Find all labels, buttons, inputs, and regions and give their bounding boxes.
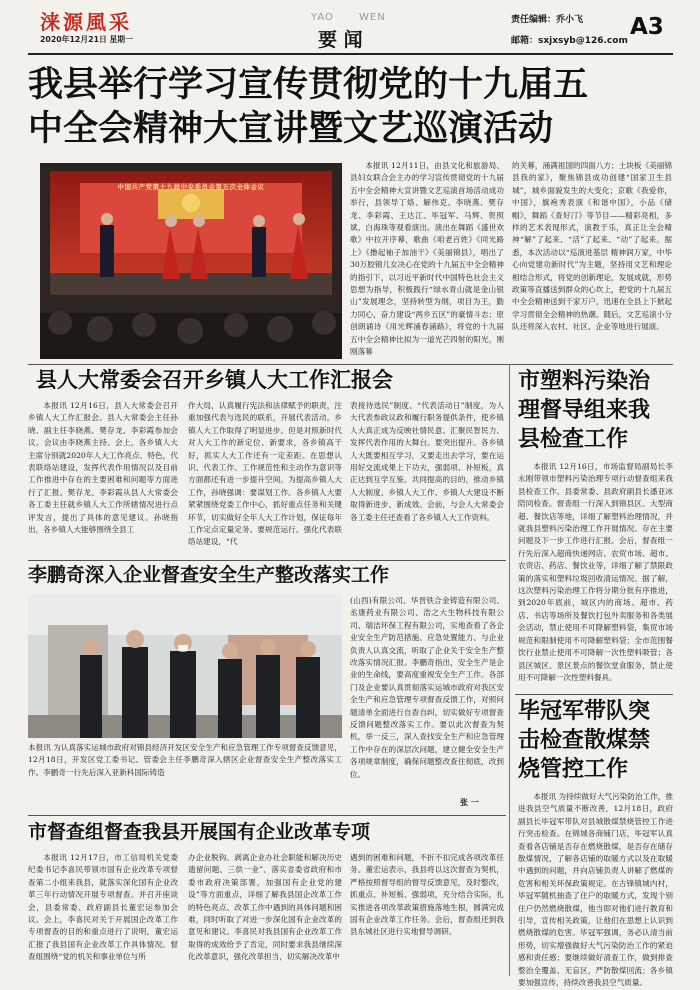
section-pinyin-left: YAO [311,12,334,23]
masthead-rule [28,53,673,55]
safety-photo [28,595,342,738]
safety-body-text: (山西)有限公司、华晋铁合金铸造有限公司、丞康药业有限公司、浩之大生物科技有限公司、瑞洁环保工程有限公司，实地查看了各企业安全生产防范措施、应急处置能力、与企业负责人认真交流，听取了企业关于安全生产整改落实情况汇报。李鹏奇指出，安全生产是企业的生命线，要高度重视安全生产工作。各部门及企业要认真贯彻落实运城市政府对我区安全生产和应急管理专项督查反馈工作，对照问题清单全面进行自查自纠，切实做好专项督查反馈问题整改落实工作。要以此次督查为契机，举一反三，深入查找安全生产和应急管理工作中存在的深层次问题，建立健全安全生产各项规章制度，确保问题整改查住彻底，改到位。 [350,596,504,779]
coal-body-text: 本报讯 为持续做好大气污染防治工作，推进我县空气质量不断改善，12月18日，政府副县长毕冠军带队对县城散煤禁烧管控工作进行突击检查。在锦城各商铺门店，毕冠军认真查看各店铺是否存在燃烧散煤，是否存在储存散煤情况，了解各店铺的取暖方式以及在取暖中遇到的问题，并向店铺负责人讲解了燃煤的危害和相关环保政策规定。在古锋镇城内村，毕冠军随机抽查了住户的取暖方式，发现个别住户仍然燃烧散煤，他当即对他们进行教育和引导，宣传相关政策，让他们在思想上认识到燃烧散煤的危害。毕冠军强调，务必认清当前形势，切实增强做好大气污染防治工作的紧迫感和责任感；要继续做好清查工作，做到排查整治全覆盖、无盲区，严防散煤回流；各乡镇要加强宣传，持续改善我县空气质量。 [518,792,673,988]
plastic-headline-line2: 理督导组来我 [518,398,651,423]
paper-name: 涞源風采 [40,10,132,34]
reform-text-c: 遇到的困难和问题，不折不扣完成各项改革任务。董宏运表示，我县将以这次督查为契机，严格按照督导组的督导反馈意见，及时整改，抓重点、补短板、强弱项，充分结合实际，扎实推进各项改革政策措施落地生根，圆满完成国有企业改革工作任务。会后，督查组还到我县东城社区进行实地督导调研。 [350,853,504,937]
plastic-headline [518,367,650,454]
safety-headline: 李鹏奇深入企业督查安全生产整改落实工作 [28,564,390,586]
editor-label: 责任编辑：乔小飞 [511,15,584,25]
plastic-headline-line3: 县检查工作 [518,427,629,452]
congress-headline: 县人大常委会召开乡镇人大工作汇报会 [36,368,393,392]
right-column-rule [509,364,510,976]
safety-body [350,595,504,793]
lead-story-col-a [350,160,504,361]
divider-plastic [515,694,673,695]
section-title: 要 闻 [318,29,363,51]
lead-story-text-b: 的关幕，涌满祖国的四面八方；土块板《美丽锦县我的家》，聚焦锦县成功创建“国家卫生县城”，城乡面貌发生的大变化；京歌《我爱你，中国》，旗袍秀表演《和谐中国》，小品《储帽》，舞蹈《查好汀》等节目——精彩亮相，多样的艺术表现形式，演教于乐，真正让全会精神“解”了起来、“活”了起来、“动”了起来。据悉，本次活动以“巡演进基层 精神润万家，中华心向党建功新时代”为主题，坚持用文艺和理论相结合形式，将党的创新理论，发展成就，形势政策等直播送到群众的心坎上，把党的十九届五中全会精神送到千家万户，迅速在全县上下掀起学习贯彻全会精神的热潮。随后，文艺巡演小分队还将深入农村、社区、企业等地进行展演。 [512,161,672,332]
coal-headline [518,697,650,784]
date-line: 2020年12月21日 星期一 [40,35,133,44]
congress-col-c [350,400,504,557]
plastic-body-text: 本报讯 12月16日，市场监督局副局长李永刚带领市塑料污染治理专项行动督查组来我县检查工作。县委常委、县政府副县长潘亚冰陪同检查。督查组一行深入到锦县区、大型商超、餐饮店等地，详细了解塑料治理情况，并就我县塑料污染治理工作开展情况、存在主要问题及下一步工作进行汇报。会后，督查组一行先后深入超商快递网店、农贸市场、超市、农资店、药店、餐饮业等，详细了解了禁限政策的落实和塑料垃圾回收清运情况。据了解，这次塑料污染治理工作将分期分批有序推进，到2020年底前，城区内的商场、超市、药店、书店等场所及餐饮打包外卖服务和各类展会活动，禁止使用不可降解塑料袋，集贸市场规范和限制使用不可降解塑料袋；全市范围餐饮行业禁止使用不可降解一次性塑料吸管；各县区城区、景区景点的餐饮堂食服务，禁止使用不可降解一次性塑料餐具。 [518,462,673,682]
lead-story-text-a: 本报讯 12月11日，由县文化和旅游局、县妇女联合会主办的学习宣传贯彻党的十九届五中全会精神大宣讲暨文艺巡演首场活动成功举行，县领导丁烙、解伟克、李晓燕、樊存龙、李彩霞、王达江、毕冠军、马辉、贺照斌、白海珠等观看演出。演出在舞蹈《盛世欢歌》中拉开序幕，歌曲《咱老百姓》《同光路上》《撸起袖子加油干》《美丽锦县》，唱出了30万胶锦儿女决心在党的十九届五中全会精神的指引下，以习近平新时代中国特色社会主义思想为指导，积极践行“绿水青山就是金山银山”发展理念，坚持转型为纲，项目为王，勤力同心，奋力建设“两乡五区”的豪情斗志；原创朗诵诗《用光辉涌春涌路》，将党的十九届五中全会精神比拟为一道光芒四射的阳光，刚刚落幕 [350,161,504,357]
reform-col-b [188,852,342,976]
congress-col-a [28,400,178,557]
coal-headline-line2: 击检查散煤禁 [518,728,651,753]
stage-banner: 中国共产党第十九届中央委员会第五次全体会议 [117,183,265,191]
congress-text-c: 表接待选民”制度、“代表活动日”制度，为人大代表参政议政和履行职务提供条件，使乡镇人大真正成为反映社情民意、汇聚民智民力、发挥代表作用的大舞台。要突出提升。各乡镇人大既要相互学习，又要走出去学习，要在运用好交流成果上下功夫，强弱项、补短板，真正达到互学互鉴、共同提高的目的，推动乡镇人大制度、乡镇人大工作、乡镇人大建设不断取得新进步、新成效。会前，与会人大常委会各工委主任还查看了各乡镇人大工作资料。 [350,401,504,522]
coal-headline-line1: 毕冠军带队突 [518,699,651,724]
reform-headline: 市督查组督查我县开展国有企业改革专项 [28,821,371,843]
masthead [0,0,700,56]
reform-col-a [28,852,178,976]
safety-byline: 张 一 [460,798,479,807]
congress-text-a: 本报讯 12月16日，县人大常委会召开乡镇人大工作汇报会。县人大常委会主任孙晓、副主任李晓燕、樊存龙、李彩霞参加会议。会议由李晓燕主持。会上，各乡镇人大主席分别就2020年人大工作亮点、特色，代表联络站建设，发挥代表作用情况以及目前工作推进中存在的主要困难和问题等方面进行了汇报。樊存龙、李彩霞从县人大常委会各工委主任就乡镇人大工作所辖情况进行点评发言，提出了具体的意见建议。孙晓指出，各乡镇人大能够围绕全县工 [28,401,178,535]
coal-headline-line3: 烧管控工作 [518,757,629,782]
email-label: 邮箱：sxjxsyb@126.com [511,36,628,46]
safety-caption-text: 本报讯 为认真落实运城市政府对锦县经济开发区安全生产和应急管理工作专项督查反馈意见，12月18日，开发区党工委书记、管委会主任李鹏奇深入辖区企业督查安全生产整改落实工作。李鹏奇一行先后深入亚新科国际铸造 [28,743,342,777]
lead-story-col-b [512,160,672,361]
section-pinyin-right: WEN [359,12,386,23]
lead-headline-line2: 中全会精神大宣讲暨文艺巡演活动 [28,109,554,149]
reform-text-a: 本报讯 12月17日，市工信局机关党委纪委书记李喜民带领市国有企业改革专项督查第二小组来我县，就落实深化国有企业改革三年行动情况开展专项督查。并召开座谈会，县委常委、政府副县长董宏运参加会议。会上，李喜民对关于开展国企改革工作专项督查的目的和重点进行了说明，董宏运汇报了我县国有企业改革工作具体情况。督查组围绕“党的机关和事业单位与所 [28,853,178,962]
coal-body [518,791,673,988]
safety-caption [28,742,342,806]
reform-text-b: 办企业脱钩、剥离企业办社会职能和解决历史遗留问题、三供一业”、落实省委省政府和市委市政府决策部署，加强国有企业党的建设”等方面重点，详细了解我县国企改革工作的特色亮点、改革工作中遇到的具体问题和困难，同时听取了对进一步深化国有企业改革的意见和建议。李喜民对我县国有企业改革工作取得的成效给予了肯定，同时要求我县继续深化改革意识，强化改革担当，切实解决改革中 [188,853,342,962]
plastic-headline-line1: 市塑料污染治 [518,369,651,394]
reform-col-c [350,852,504,976]
lead-photo-stage [40,163,342,359]
lead-headline-line1: 我县举行学习宣传贯彻党的十九届五 [28,65,589,105]
congress-text-b: 作大局，认真履行宪法和法律赋予的职责，注重加强代表与选民的联系，开展代表活动，乡镇人大工作取得了明显进步。但是对照新时代对人大工作的新定位、新要求，各乡镇高干好，抓实人大工作还有一定差距。在思想认识、代表工作、工作规范性和主动作为意识等方面都还有进一步提升空间。为提高乡镇人大工作，孙晓强调：要谋划工作。各乡镇人大要紧紧围绕党委工作中心，抓好重点任务和关键环节，切实做好全年人大工作计划，保证每年工作定点定量定务。要规范运行。强化代表联络站建设，“代 [188,401,342,547]
plastic-body [518,461,673,689]
congress-col-b [188,400,342,557]
page-number: A3 [630,14,664,40]
divider-safety [28,815,506,816]
